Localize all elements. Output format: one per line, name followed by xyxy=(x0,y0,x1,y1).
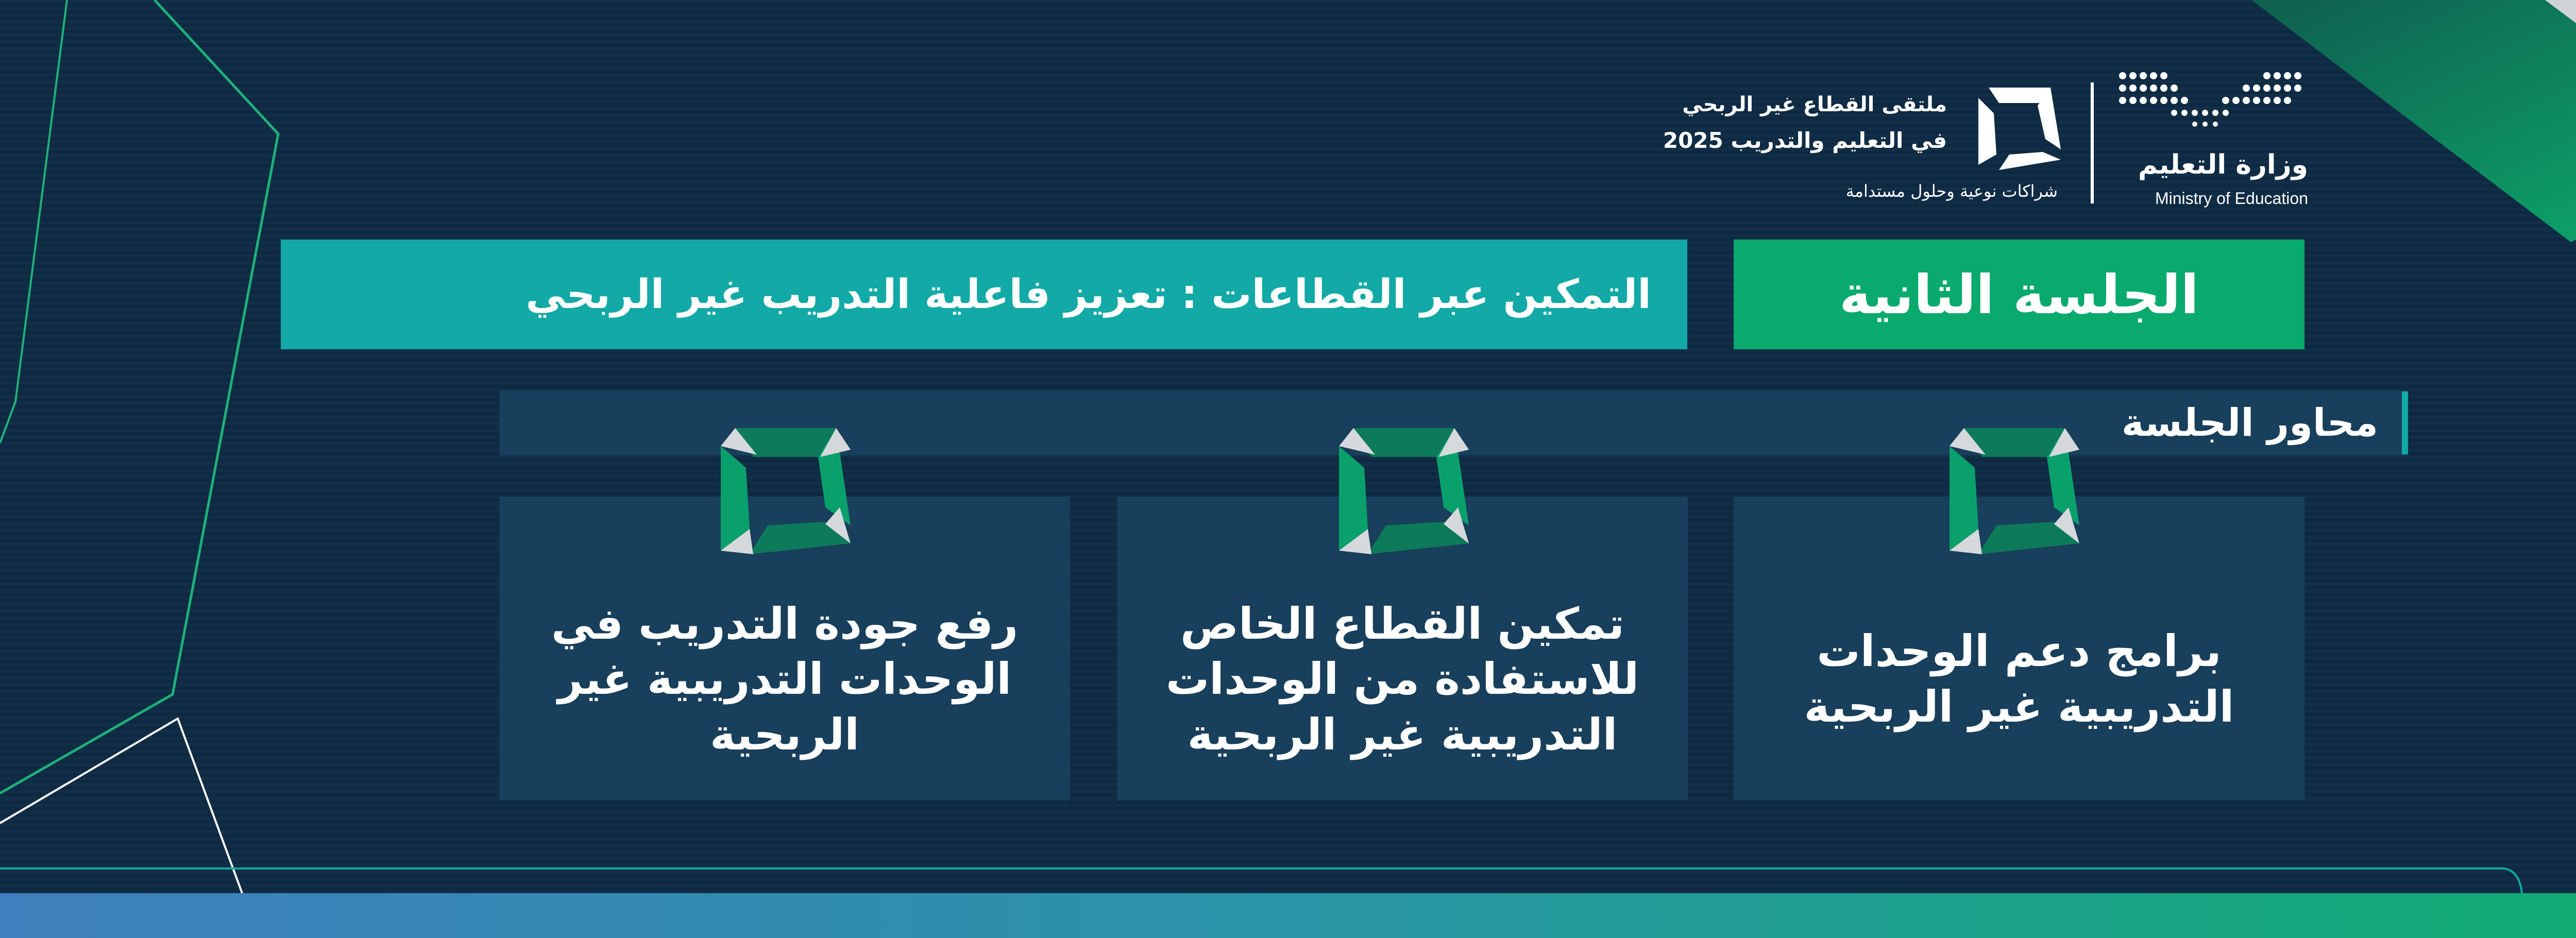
axes-accent-bar xyxy=(2402,391,2408,454)
session-label: الجلسة الثانية xyxy=(1839,263,2199,326)
axis-card-3-logo-icon xyxy=(714,417,858,561)
left-green-outline xyxy=(0,0,67,443)
axis-card-2-logo-icon xyxy=(1332,417,1476,561)
ministry-name-en: Ministry of Education xyxy=(2155,189,2308,208)
logo-divider xyxy=(2091,82,2094,203)
axes-title: محاور الجلسة xyxy=(2121,401,2378,445)
forum-logo-icon xyxy=(1968,77,2071,180)
bottom-gradient-band xyxy=(0,893,2576,938)
forum-line-1: ملتقى القطاع غير الربحي xyxy=(1682,93,1947,116)
session-label-bar xyxy=(1734,240,2304,349)
bottom-thin-line xyxy=(0,868,2522,893)
left-green-outline-2 xyxy=(0,0,278,793)
axis-card-2-text: تمكين القطاع الخاص للاستفادة من الوحدات التدريبية غير الربحية xyxy=(1165,598,1639,760)
session-title-bar xyxy=(281,240,1687,349)
axis-card-1-logo-icon xyxy=(1942,417,2087,561)
session-title: التمكين عبر القطاعات : تعزيز فاعلية التدريب غير الربحي xyxy=(526,271,1651,318)
ministry-logo xyxy=(2117,70,2308,214)
forum-tagline: شراكات نوعية وحلول مستدامة xyxy=(1845,181,2058,201)
axis-card-3-text: رفع جودة التدريب في الوحدات التدريبية غير الربحية xyxy=(551,598,1019,760)
ministry-name-ar: وزارة التعليم xyxy=(2138,149,2308,180)
axis-card-1-text: برامج دعم الوحدات التدريبية غير الربحية xyxy=(1804,626,2234,732)
ministry-dots-icon xyxy=(2117,70,2308,142)
left-white-outline xyxy=(0,719,242,893)
forum-line-2: في التعليم والتدريب 2025 xyxy=(1663,128,1947,153)
